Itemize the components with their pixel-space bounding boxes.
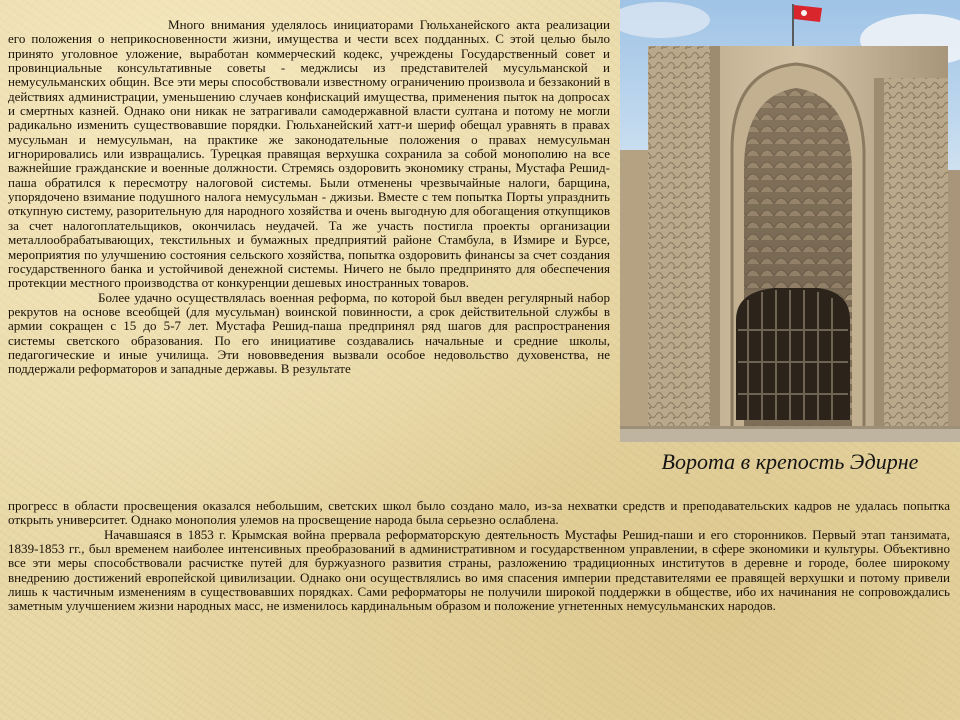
fortress-gate-photo (620, 0, 960, 442)
paragraph-2: Более удачно осуществлялась военная реформа, по которой был введен регулярный набор рекрутов на основе всеобщей (для мусульман) воинской повинности, а срок действительной службы в армии сокращен с 15 до 5-7 лет. Мустафа Решид-паша предпринял ряд шагов для распространения системы светского образования. По его инициативе создавались начальные и средние школы, педагогические и иные училища. Эти нововведения вызвали особое недовольство духовенства, не поддержали реформаторов и западные державы. В результате (8, 289, 610, 377)
photo-caption: Ворота в крепость Эдирне (661, 449, 919, 474)
text-column (8, 18, 610, 377)
paragraph-1: Много внимания уделялось инициаторами Гюльханейского акта реализации его положения о неприкосновенности жизни, имущества и чести всех подданных. С этой целью было принято уголовное уложение, выработан коммерческий кодекс, учреждены Государственный совет и провинциальные консультативные советы - меджлисы из представителей мусульманской и немусульманских общин. Все эти меры способствовали известному ограничению произвола и беззаконий в действиях администрации, уменьшению случаев конфискаций имущества, применения пыток на допросах и смертных казней. Однако они никак не затрагивали самодержавной власти султана и потому не могли радикально изменить существовавшие порядки. Гюльханейский хатт-и шериф обещал уравнять в правах мусульман и немусульман, на практике же законодательные положения о правах немусульман игнорировались или извращались. Турецкая правящая верхушка сохранила за собой монополию на все важнейшие гражданские и военные должности. Стремясь оздоровить экономику страны, Мустафа Решид-паша обратился к пересмотру налоговой системы. Были отменены чрезвычайные налоги, барщина, упорядочено взимание подушного налога немусульман - джизьи. Вместе с тем попытка Порты упразднить откупную систему, разорительную для народного хозяйства и очень выгодную для обогащения откупщиков за счет налогоплательщиков, окончилась неудачей. Та же участь постигла проекты организации металлообрабатывающих, текстильных и бумажных предприятий районе Стамбула, в Измире и Бурсе, мероприятия по улучшению состояния сельского хозяйства, попытка оздоровить финансы за счет создания государственного банка и устойчивой денежной системы. Ничего не было предпринято для обеспечения протекции местного производства от конкуренции дешевых иностранных товаров. (8, 17, 610, 291)
text-full-width (8, 499, 950, 614)
paragraph-3: прогресс в области просвещения оказался небольшим, светских школ было создано мало, из-за нехватки средств и преподавательских кадров не удалась попытка открыть университет. Однако монополия улемов на просвещение народа была серьезно ослаблена. (8, 498, 950, 528)
paragraph-4: Начавшаяся в 1853 г. Крымская война прервала реформаторскую деятельность Мустафы Решид-паши и его сторонников. Первый этап танзимата, 1839-1853 гг., был временем наиболее интенсивных преобразований в административном и государственном управлении, в сфере экономики и культуры. Объективно все эти меры способствовали расчистке путей для буржуазного развития страны, разложению традиционных институтов в деревне и городе, более широкому внедрению достижений европейской цивилизации. Однако они осуществлялись во имя спасения империи представителями ее правящей верхушки и потому привели лишь к частичным изменениям в существовавших порядках. Сами реформаторы не получили широкой поддержки в обществе, ибо их начинания не сопровождались заметным улучшением жизни народных масс, не изменилось кардинальным образом и положение угнетенных немусульманских народов. (8, 526, 950, 614)
